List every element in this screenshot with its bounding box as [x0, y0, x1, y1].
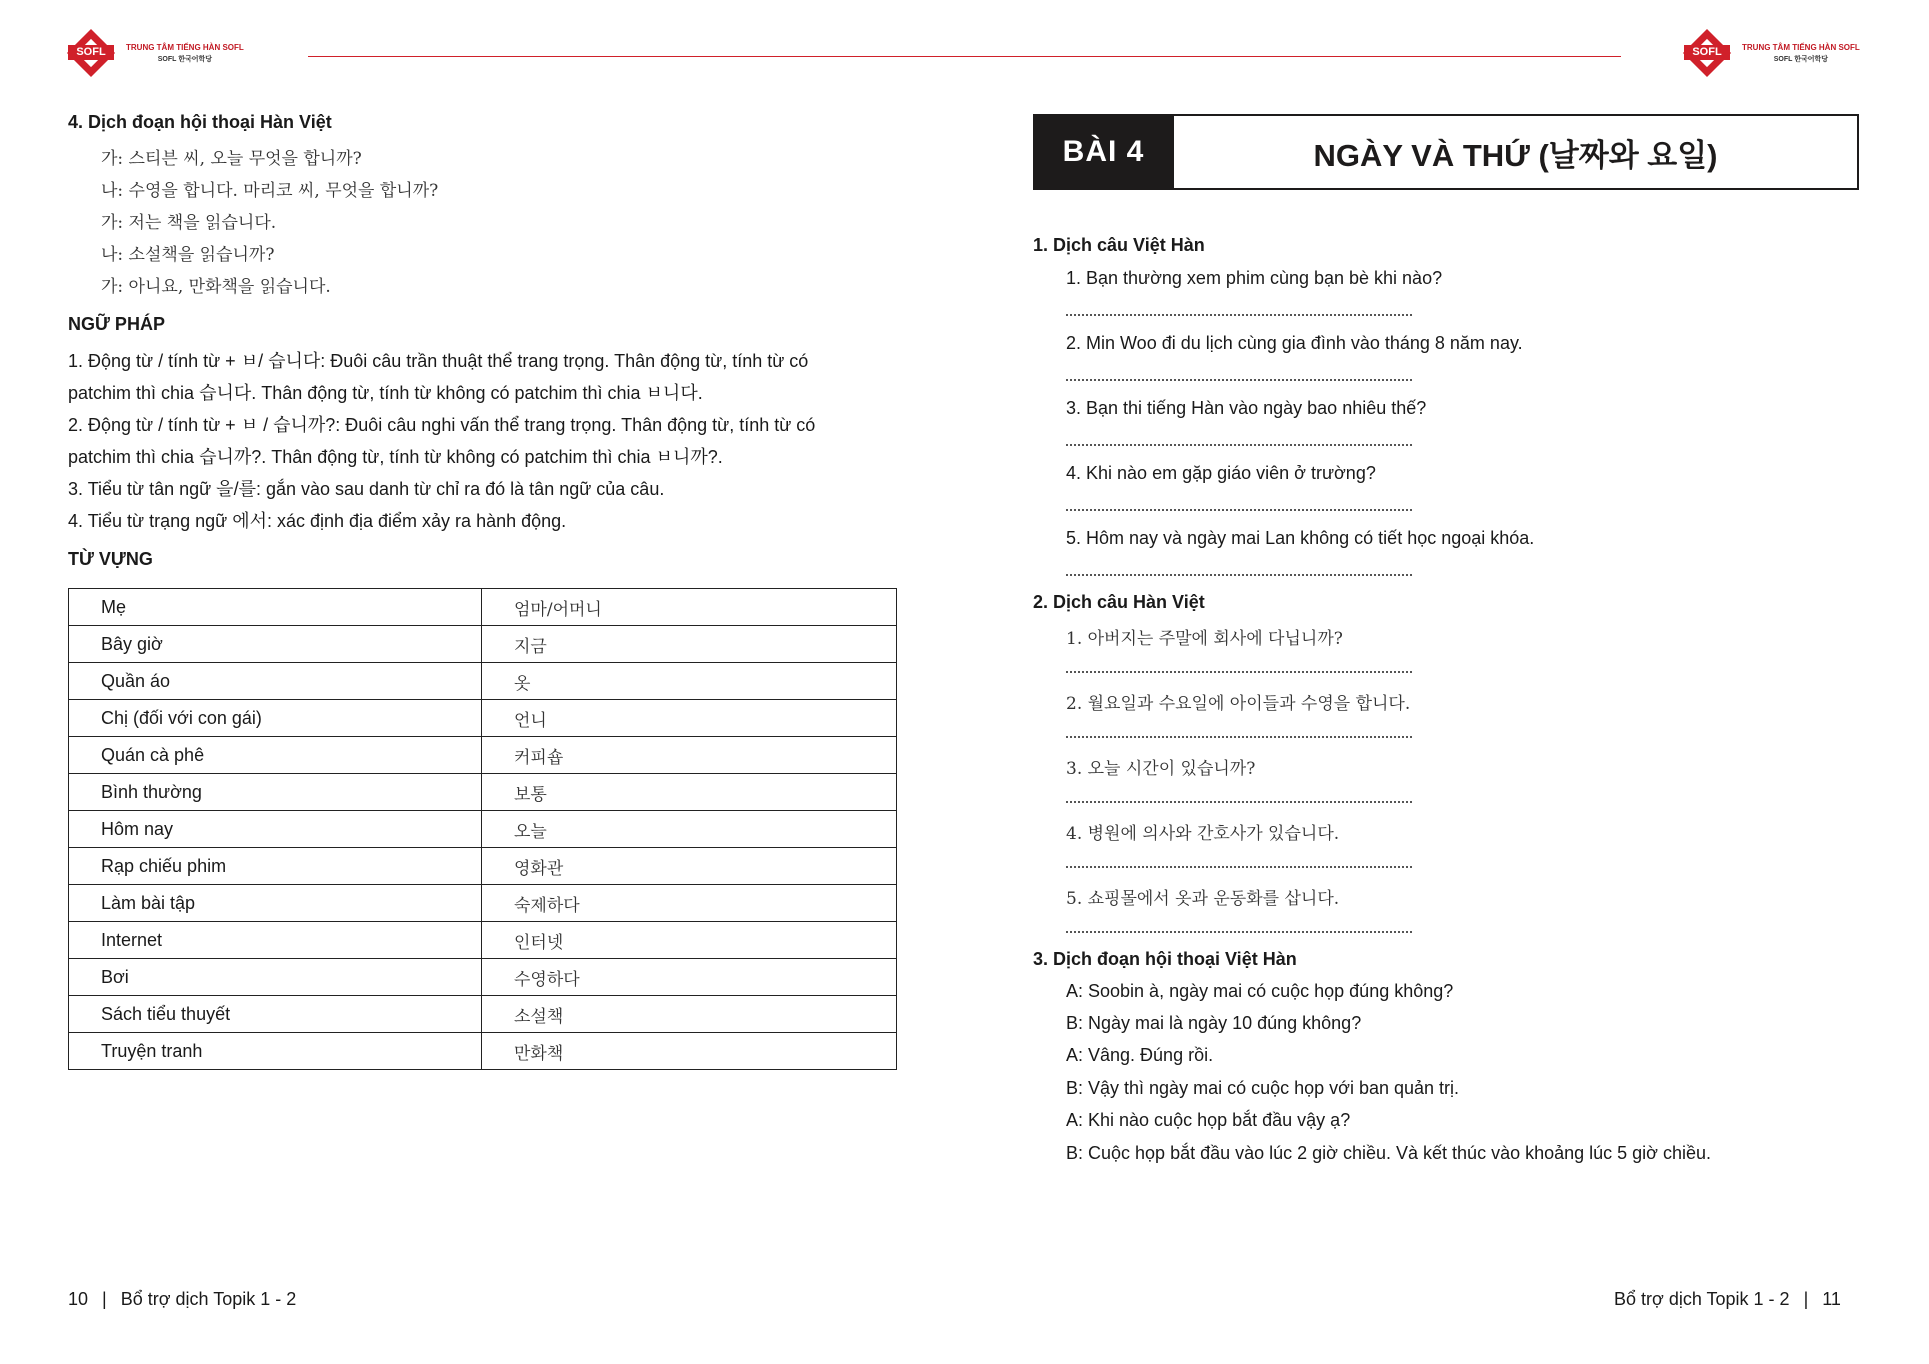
- vocab-vi: Quán cà phê: [69, 737, 482, 774]
- lesson-header: [1033, 114, 1859, 190]
- vocab-ko: 영화관: [482, 848, 897, 885]
- dialogue-line: A: Vâng. Đúng rồi.: [1066, 1045, 1214, 1065]
- grammar-line: patchim thì chia 습니까?. Thân động từ, tính từ không có patchim thì chia ㅂ니까?.: [68, 447, 723, 467]
- dialogue-line: A: Soobin à, ngày mai có cuộc họp đúng không?: [1066, 981, 1454, 1001]
- table-row: [69, 663, 897, 700]
- vocab-ko: 인터넷: [482, 922, 897, 959]
- grammar-line: 1. Động từ / tính từ + ㅂ/ 습니다: Đuôi câu trần thuật thể trang trọng. Thân động từ, tính từ có: [68, 351, 809, 371]
- table-row: [69, 848, 897, 885]
- exercise-item: 5. 쇼핑몰에서 옷과 운동화를 삽니다.: [1066, 889, 1340, 909]
- vocab-ko: 숙제하다: [482, 885, 897, 922]
- table-row: [69, 996, 897, 1033]
- vocab-ko: 수영하다: [482, 959, 897, 996]
- answer-line: [1066, 379, 1412, 381]
- header-divider: [308, 56, 1621, 57]
- footer-right: [1614, 1289, 1841, 1310]
- vocab-ko: 커피숍: [482, 737, 897, 774]
- dialogue-line: B: Cuộc họp bắt đầu vào lúc 2 giờ chiều. Và kết thúc vào khoảng lúc 5 giờ chiều.: [1066, 1143, 1712, 1163]
- answer-line: [1066, 866, 1412, 868]
- footer-separator: |: [1803, 1289, 1809, 1309]
- logo-line2: SOFL 한국어학당: [157, 55, 213, 63]
- lesson-number: BÀI 4: [1035, 116, 1172, 188]
- dialogue-line: 가: 스티븐 씨, 오늘 무엇을 합니까?: [101, 149, 362, 169]
- logo-left: [68, 30, 244, 76]
- sofl-logo-icon: SOFL: [68, 30, 114, 76]
- vocab-ko: 보통: [482, 774, 897, 811]
- table-row: [69, 774, 897, 811]
- lesson-title: NGÀY VÀ THỨ (날짜와 요일): [1172, 116, 1857, 188]
- vocab-ko: 옷: [482, 663, 897, 700]
- grammar-line: 2. Động từ / tính từ + ㅂ / 습니까?: Đuôi câu nghi vấn thể trang trọng. Thân động từ, tính từ có: [68, 415, 816, 435]
- exercise-item: 3. 오늘 시간이 있습니까?: [1066, 759, 1256, 779]
- table-row: [69, 626, 897, 663]
- dialogue-line: B: Ngày mai là ngày 10 đúng không?: [1066, 1013, 1362, 1033]
- grammar-line: 4. Tiểu từ trạng ngữ 에서: xác định địa điểm xảy ra hành động.: [68, 511, 567, 531]
- exercise-item: 4. Khi nào em gặp giáo viên ở trường?: [1066, 463, 1376, 483]
- answer-line: [1066, 931, 1412, 933]
- exercise-item: 3. Bạn thi tiếng Hàn vào ngày bao nhiêu thế?: [1066, 398, 1427, 418]
- logo-line1: TRUNG TÂM TIẾNG HÀN SOFL: [1742, 42, 1860, 52]
- vocab-vi: Rạp chiếu phim: [69, 848, 482, 885]
- vocab-vi: Làm bài tập: [69, 885, 482, 922]
- dialogue-line: 가: 아니요, 만화책을 읽습니다.: [101, 277, 331, 297]
- answer-line: [1066, 574, 1412, 576]
- vocab-vi: Bình thường: [69, 774, 482, 811]
- sofl-logo-icon: SOFL: [1684, 30, 1730, 76]
- dialogue-line: 나: 소설책을 읽습니까?: [101, 245, 275, 265]
- exercise-item: 5. Hôm nay và ngày mai Lan không có tiết học ngoại khóa.: [1066, 528, 1535, 548]
- vocab-ko: 엄마/어머니: [482, 589, 897, 626]
- answer-line: [1066, 671, 1412, 673]
- vocab-vi: Internet: [69, 922, 482, 959]
- vocab-vi: Hôm nay: [69, 811, 482, 848]
- vocab-table: [68, 588, 897, 1070]
- vocab-vi: Quần áo: [69, 663, 482, 700]
- book-title: Bổ trợ dịch Topik 1 - 2: [120, 1289, 297, 1309]
- exercise-item: 1. Bạn thường xem phim cùng bạn bè khi nào?: [1066, 268, 1443, 288]
- page-number-left: 10: [68, 1289, 89, 1309]
- dialogue-line: 나: 수영을 합니다. 마리코 씨, 무엇을 합니까?: [101, 181, 439, 201]
- dialogue-line: A: Khi nào cuộc họp bắt đầu vậy ạ?: [1066, 1110, 1351, 1130]
- answer-line: [1066, 801, 1412, 803]
- grammar-line: 3. Tiểu từ tân ngữ 을/를: gắn vào sau danh từ chỉ ra đó là tân ngữ của câu.: [68, 479, 665, 499]
- table-row: [69, 589, 897, 626]
- vocab-vi: Truyện tranh: [69, 1033, 482, 1070]
- exercise-item: 2. 월요일과 수요일에 아이들과 수영을 합니다.: [1066, 694, 1411, 714]
- vocab-vi: Bơi: [69, 959, 482, 996]
- exercise-item: 2. Min Woo đi du lịch cùng gia đình vào tháng 8 năm nay.: [1066, 333, 1523, 353]
- vocab-vi: Sách tiểu thuyết: [69, 996, 482, 1033]
- vocab-vi: Bây giờ: [69, 626, 482, 663]
- table-row: [69, 922, 897, 959]
- table-row: [69, 885, 897, 922]
- answer-line: [1066, 736, 1412, 738]
- vocab-ko: 지금: [482, 626, 897, 663]
- vocab-ko: 언니: [482, 700, 897, 737]
- vocab-vi: Mẹ: [69, 589, 482, 626]
- answer-line: [1066, 444, 1412, 446]
- table-row: [69, 737, 897, 774]
- answer-line: [1066, 314, 1412, 316]
- section1-title: 1. Dịch câu Việt Hàn: [1033, 235, 1205, 255]
- vocab-ko: 오늘: [482, 811, 897, 848]
- footer-separator: |: [102, 1289, 107, 1309]
- section2-title: 2. Dịch câu Hàn Việt: [1033, 592, 1205, 612]
- table-row: [69, 811, 897, 848]
- grammar-line: patchim thì chia 습니다. Thân động từ, tính từ không có patchim thì chia ㅂ니다.: [68, 383, 703, 403]
- logo-line1: TRUNG TÂM TIẾNG HÀN SOFL: [126, 42, 244, 52]
- dialogue-line: B: Vậy thì ngày mai có cuộc họp với ban quản trị.: [1066, 1078, 1460, 1098]
- answer-line: [1066, 509, 1412, 511]
- exercise-item: 4. 병원에 의사와 간호사가 있습니다.: [1066, 824, 1340, 844]
- section3-title: 3. Dịch đoạn hội thoại Việt Hàn: [1033, 949, 1297, 969]
- table-row: [69, 700, 897, 737]
- vocab-ko: 소설책: [482, 996, 897, 1033]
- dialogue-line: 가: 저는 책을 읽습니다.: [101, 213, 277, 233]
- logo-line2: SOFL 한국어학당: [1773, 55, 1829, 63]
- grammar-title: NGỮ PHÁP: [68, 314, 165, 334]
- table-row: [69, 959, 897, 996]
- logo-right: [1684, 30, 1860, 76]
- book-title: Bổ trợ dịch Topik 1 - 2: [1614, 1289, 1790, 1309]
- footer-left: [68, 1289, 296, 1310]
- table-row: [69, 1033, 897, 1070]
- page-number-right: 11: [1822, 1289, 1841, 1309]
- exercise-item: 1. 아버지는 주말에 회사에 다닙니까?: [1066, 629, 1343, 649]
- vocab-ko: 만화책: [482, 1033, 897, 1070]
- vocab-title: TỪ VỰNG: [68, 549, 153, 569]
- vocab-vi: Chị (đối với con gái): [69, 700, 482, 737]
- section4-title: 4. Dịch đoạn hội thoại Hàn Việt: [68, 112, 332, 132]
